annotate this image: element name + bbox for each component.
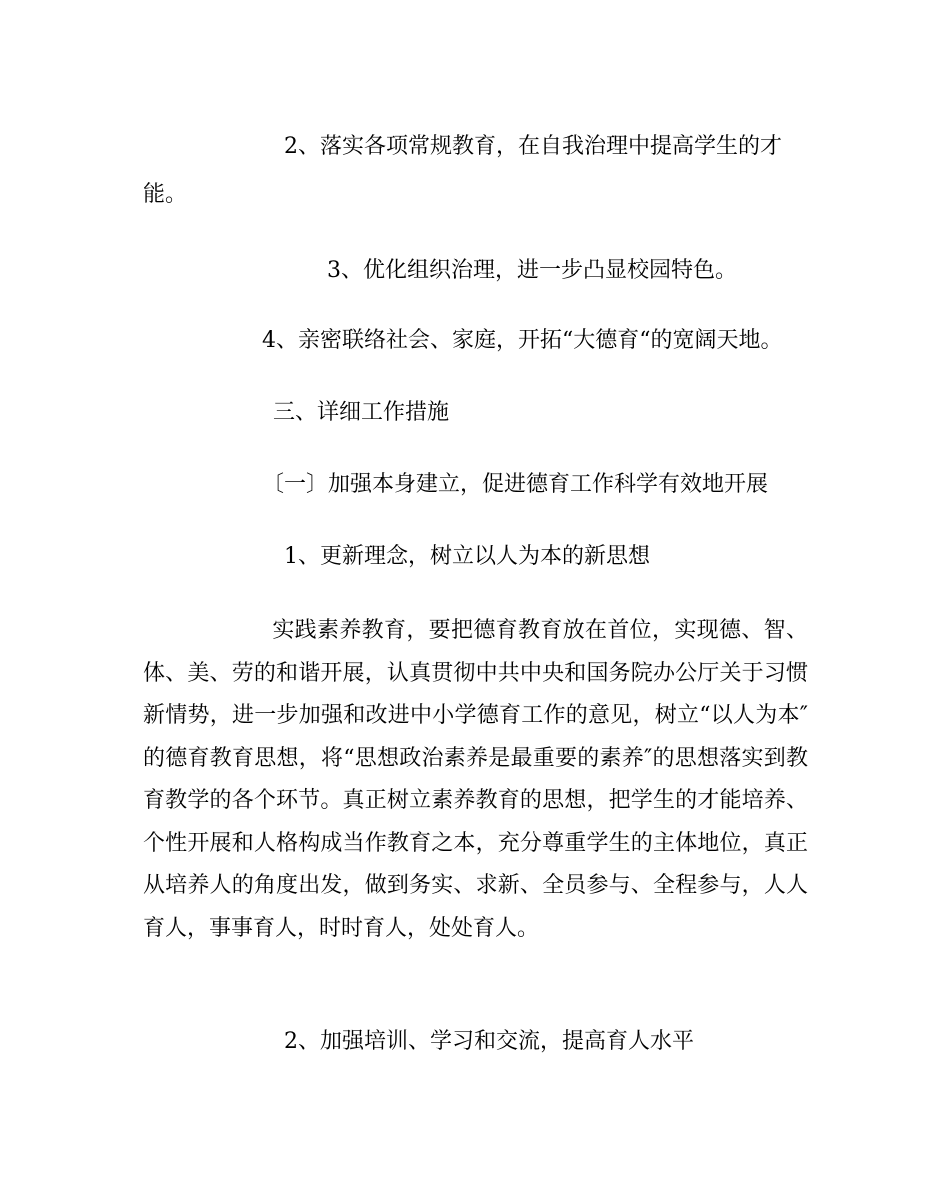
point-heading-2: 2、加强培训、学习和交流，提高育人水平 — [284, 1029, 694, 1054]
list-item-4: 4、亲密联络社会、家庭，开拓“大德育“的宽阔天地。 — [262, 328, 783, 353]
list-item-3: 3、优化组织治理，进一步凸显校园特色。 — [327, 258, 737, 283]
section-heading: 三、详细工作措施 — [273, 400, 450, 425]
list-item-2-continuation: 能。 — [143, 182, 188, 207]
subsection-heading: 〔一〕加强本身建立，促进德育工作科学有效地开展 — [262, 472, 769, 497]
body-paragraph — [143, 610, 808, 950]
point-heading-1: 1、更新理念，树立以人为本的新思想 — [284, 544, 650, 569]
list-item-2: 2、落实各项常规教育，在自我治理中提高学生的才 — [284, 134, 782, 159]
paragraph-text: 实践素养教育，要把德育教育放在首位，实现德、智、体、美、劳的和谐开展，认真贯彻中共中央和国务院办公厅关于习惯新情势，进一步加强和改进中小学德育工作的意见，树立“以人为本″的德育教育思想，将“思想政治素养是最重要的素养″的思想落实到教育教学的各个环节。真正树立素养教育的思想，把学生的才能培养、个性开展和人格构成当作教育之本，充分尊重学生的主体地位，真正从培养人的角度出发，做到务实、求新、全员参与、全程参与，人人育人，事事育人，时时育人，处处育人。 — [143, 618, 808, 941]
